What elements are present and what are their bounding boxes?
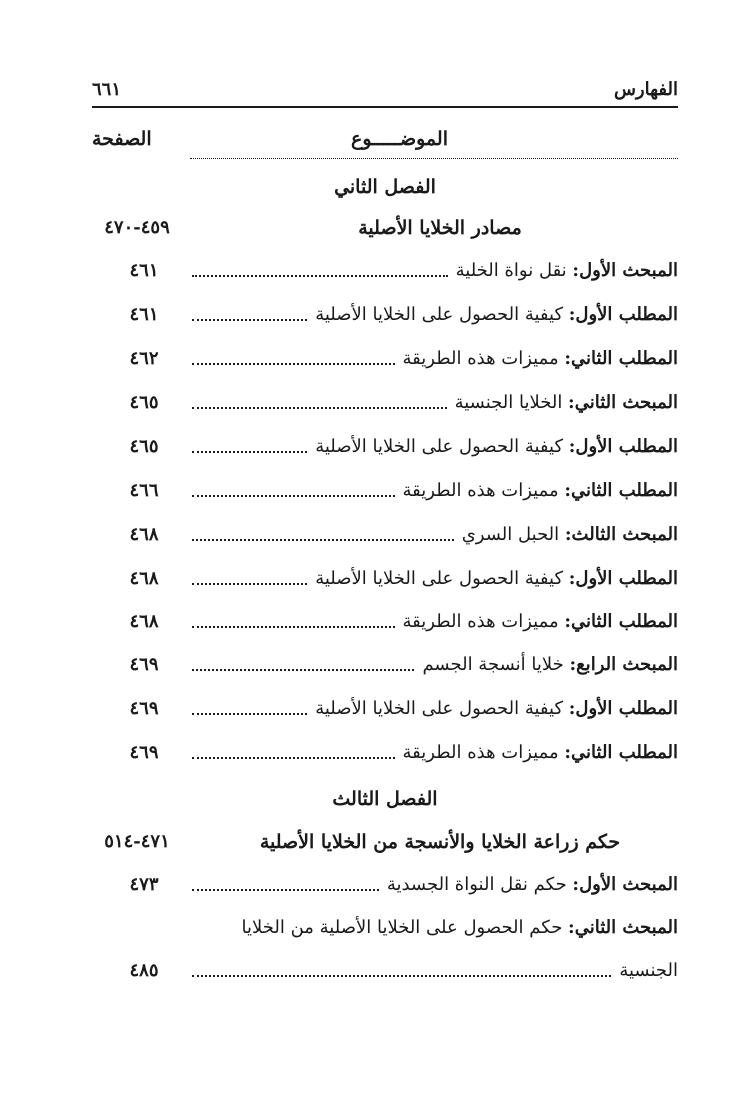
dot-leader [192,363,395,365]
entry-label [403,738,678,768]
dot-leader [192,757,395,759]
entry-text: كيفية الحصول على الخلايا الأصلية [315,698,569,719]
entry-prefix: المطلب الثاني: [564,480,678,501]
entry-page: ٤٦٩ [129,742,159,763]
entry-page: ٤٦٢ [129,348,159,369]
entry-page: ٤٦٦ [129,480,159,501]
toc-entry [92,870,678,900]
entry-page: ٤٧٣ [129,874,159,895]
entry-prefix: المبحث الرابع: [569,654,678,675]
entry-text: كيفية الحصول على الخلايا الأصلية [315,304,569,325]
entry-prefix: المبحث الثاني: [568,392,678,413]
dot-leader [192,319,307,321]
page-column-header: الصفحة [92,128,152,150]
toc-entry [92,300,678,330]
entry-text: نقل نواة الخلية [455,260,573,281]
dot-leader [192,583,307,585]
entry-page: ٤٨٥ [129,960,159,981]
entry-label [315,300,678,330]
entry-label [387,870,678,900]
chapter-page-range: ٤٧١-٥١٤ [104,831,170,852]
toc-entry [92,607,678,637]
entry-page: ٤٦٩ [129,698,159,719]
chapter-title-row [92,826,678,858]
toc-entry [92,913,678,943]
entry-label [403,607,678,637]
entry-prefix: المبحث الأول: [572,874,678,895]
chapter-page-range: ٤٥٩-٤٧٠ [104,217,170,238]
entry-label [456,256,678,286]
dot-leader [192,407,447,409]
entry-prefix: المطلب الثاني: [564,742,678,763]
entry-text: مميزات هذه الطريقة [402,611,565,632]
toc-entry [92,344,678,374]
chapter-title-row [92,212,678,244]
entry-label [462,520,678,550]
dot-leader [192,975,611,977]
entry-label [455,388,678,418]
entry-page: ٤٦٥ [129,392,159,413]
entry-prefix: المبحث الثاني: [568,917,678,938]
dot-leader [192,495,395,497]
entry-page: ٤٦٨ [129,524,159,545]
entry-text: مميزات هذه الطريقة [402,742,565,763]
entry-text: خلايا أنسجة الجسم [422,654,570,675]
dot-leader [192,626,395,628]
entry-label [242,913,678,943]
chapter-title: مصادر الخلايا الأصلية [358,217,522,239]
entry-text: الجنسية [619,960,678,981]
entry-label [315,564,678,594]
dot-leader [192,275,448,277]
entry-label [403,344,678,374]
entry-page: ٤٦١ [129,260,159,281]
entry-text: حكم الحصول على الخلايا الأصلية من الخلايا [241,917,569,938]
entry-text: الحبل السري [461,524,565,545]
toc-entry [92,476,678,506]
entry-prefix: المطلب الأول: [568,698,678,719]
toc-entry [92,564,678,594]
topic-column-header: الموضـــــوع [351,128,448,150]
toc-entry [92,956,678,986]
entry-label [315,694,678,724]
running-head-title: الفهارس [613,78,678,100]
chapter-title: حكم زراعة الخلايا والأنسجة من الخلايا الأصلية [259,831,621,853]
entry-label [619,956,678,986]
entry-page: ٤٦١ [129,304,159,325]
dot-leader [192,713,307,715]
entry-label [315,432,678,462]
toc-entry [92,520,678,550]
entry-prefix: المطلب الثاني: [564,348,678,369]
entry-text: مميزات هذه الطريقة [402,348,565,369]
entry-text: كيفية الحصول على الخلايا الأصلية [315,436,569,457]
toc-entry [92,256,678,286]
toc-entry [92,388,678,418]
dot-leader [192,451,307,453]
toc-entry [92,738,678,768]
dot-leader [192,669,414,671]
entry-label [422,650,678,680]
dot-leader [192,889,379,891]
entry-page: ٤٦٩ [129,654,159,675]
chapter-heading: الفصل الثالث [332,788,438,810]
entry-prefix: المطلب الأول: [568,568,678,589]
entry-page: ٤٦٨ [129,611,159,632]
dot-leader [192,539,454,541]
entry-page: ٤٦٨ [129,568,159,589]
entry-text: مميزات هذه الطريقة [402,480,565,501]
entry-prefix: المطلب الأول: [568,436,678,457]
entry-prefix: المبحث الأول: [572,260,678,281]
entry-text: حكم نقل النواة الجسدية [386,874,573,895]
entry-prefix: المطلب الأول: [568,304,678,325]
toc-entry [92,650,678,680]
entry-prefix: المبحث الثالث: [564,524,678,545]
entry-page: ٤٦٥ [129,436,159,457]
entry-label [403,476,678,506]
entry-text: الخلايا الجنسية [454,392,569,413]
page-number: ٦٦١ [92,78,122,100]
toc-entry [92,694,678,724]
toc-entry [92,432,678,462]
chapter-heading: الفصل الثاني [334,176,436,198]
entry-prefix: المطلب الثاني: [564,611,678,632]
entry-text: كيفية الحصول على الخلايا الأصلية [315,568,569,589]
